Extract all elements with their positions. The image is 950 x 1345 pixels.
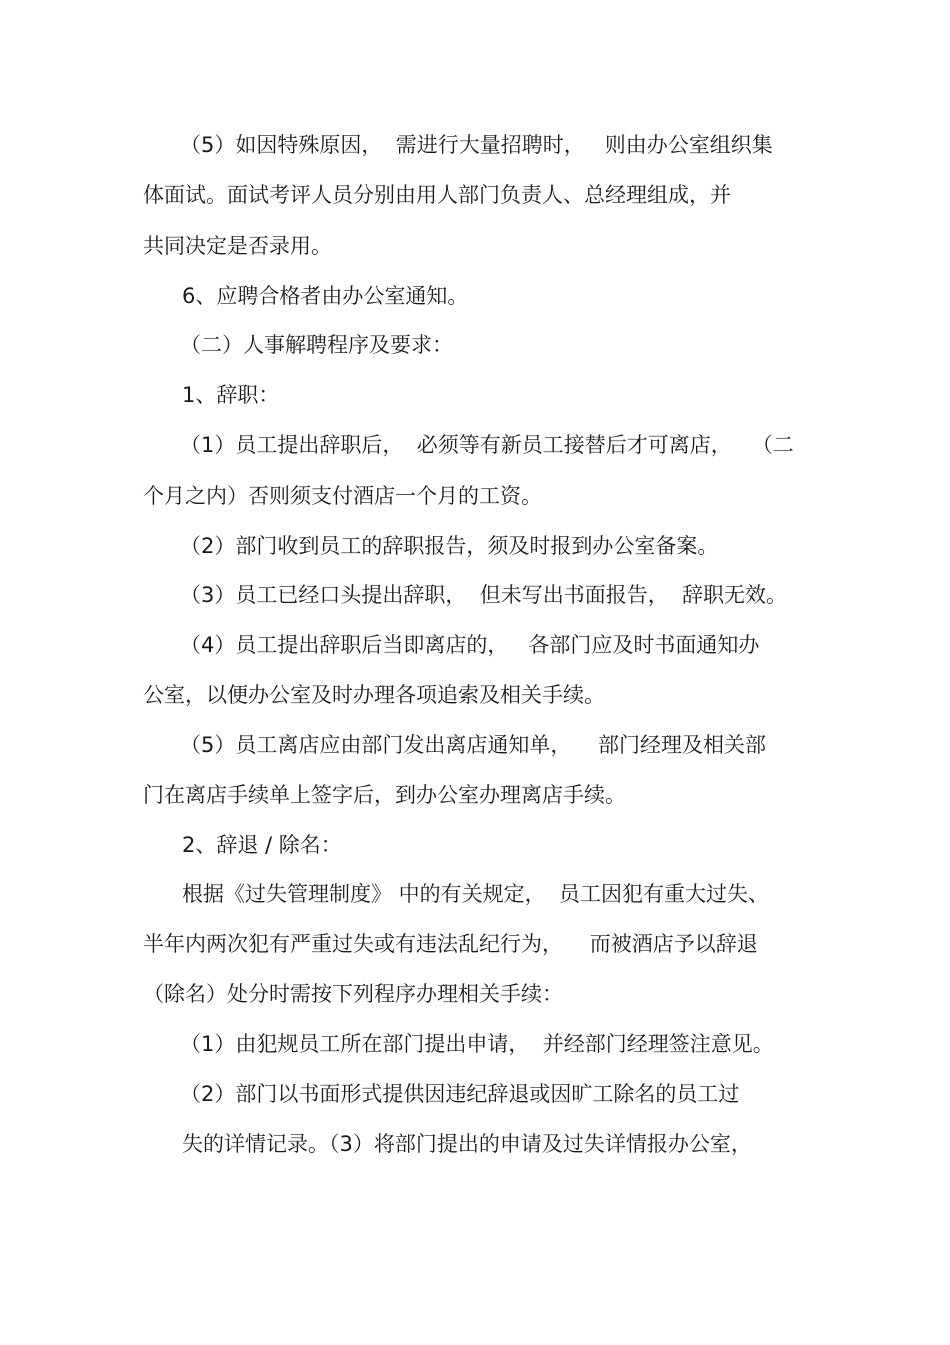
text-line: 公室，以便办公室及时办理各项追索及相关手续。 — [143, 683, 605, 707]
text-line: （3）员工已经口头提出辞职， 但未写出书面报告， 辞职无效。 — [180, 583, 788, 607]
text-line: （1）由犯规员工所在部门提出申请， 并经部门经理签注意见。 — [180, 1032, 774, 1056]
text-line: （5）如因特殊原因， 需进行大量招聘时， 则由办公室组织集 — [180, 133, 773, 157]
text-line: （5）员工离店应由部门发出离店通知单， 部门经理及相关部 — [180, 733, 767, 757]
text-line: 门在离店手续单上签字后，到办公室办理离店手续。 — [143, 783, 626, 807]
text-line: 6、应聘合格者由办公室通知。 — [182, 284, 469, 308]
text-line: （1）员工提出辞职后， 必须等有新员工接替后才可离店， （二 — [180, 433, 794, 457]
text-line: （2）部门收到员工的辞职报告，须及时报到办公室备案。 — [180, 534, 719, 558]
text-line: 半年内两次犯有严重过失或有违法乱纪行为， 而被酒店予以辞退 — [143, 932, 758, 956]
text-line: （4）员工提出辞职后当即离店的， 各部门应及时书面通知办 — [180, 633, 760, 657]
text-line: 失的详情记录。（3）将部门提出的申请及过失详情报办公室， — [182, 1132, 752, 1156]
text-line: （二）人事解聘程序及要求： — [180, 333, 453, 357]
text-line: 1、辞职： — [182, 383, 280, 407]
text-line: （除名）处分时需按下列程序办理相关手续： — [143, 982, 563, 1006]
text-line: 共同决定是否录用。 — [143, 234, 332, 258]
text-line: （2）部门以书面形式提供因违纪辞退或因旷工除名的员工过 — [180, 1082, 740, 1106]
text-line: 个月之内）否则须支付酒店一个月的工资。 — [143, 484, 542, 508]
text-line: 2、辞退 / 除名： — [182, 833, 342, 857]
text-line: 根据《过失管理制度》 中的有关规定， 员工因犯有重大过失、 — [182, 882, 770, 906]
text-line: 体面试。面试考评人员分别由用人部门负责人、总经理组成，并 — [143, 183, 731, 207]
